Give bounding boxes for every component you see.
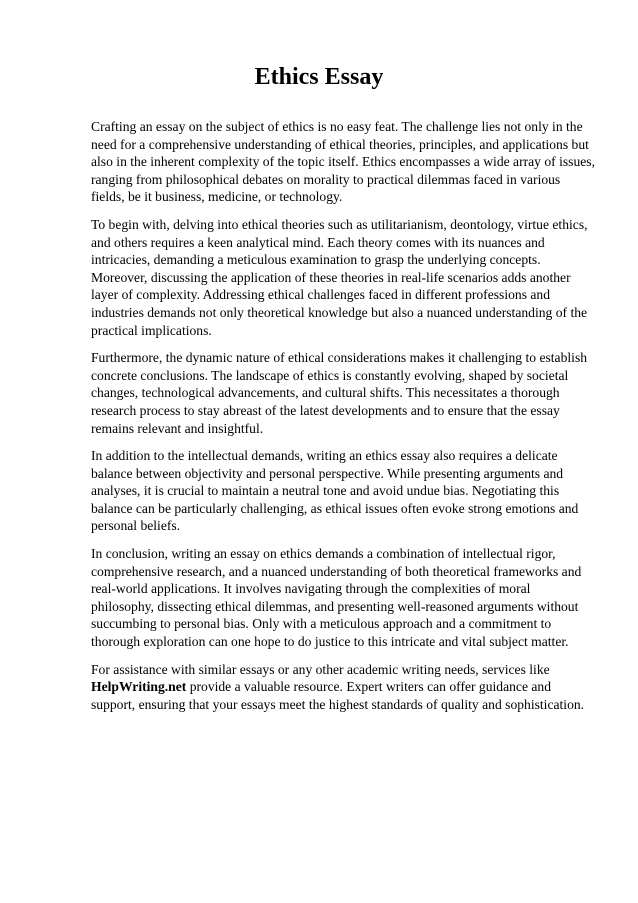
paragraph-balance: In addition to the intellectual demands, writing an ethics essay also requires a delicate balance between objectivity and personal perspective. While presenting arguments and analyses, it is crucial to maintain a neutral tone and avoid undue bias. Negotiating this balance can be particularly challenging, as ethical issues often evoke strong emotions and personal beliefs. — [91, 448, 579, 534]
paragraph-dynamic-nature: Furthermore, the dynamic nature of ethical considerations makes it challenging to establish concrete conclusions. The landscape of ethics is constantly evolving, shaped by societal changes, technological advancements, and cultural shifts. This necessitates a thorough research process to stay abreast of the latest developments and to ensure that the essay remains relevant and insightful. — [91, 350, 588, 436]
paragraph-intro: Crafting an essay on the subject of ethics is no easy feat. The challenge lies not only in the need for a comprehensive understanding of ethical theories, principles, and applications but also in the inherent complexity of the topic itself. Ethics encompasses a wide array of issues, ranging from philosophical debates on morality to practical dilemmas faced in various fields, be it business, medicine, or technology. — [91, 119, 595, 205]
brand-name: HelpWriting.net — [91, 679, 187, 695]
essay-body — [91, 118, 595, 723]
page-title: Ethics Essay — [254, 64, 384, 90]
paragraph-theories: To begin with, delving into ethical theories such as utilitarianism, deontology, virtue ethics, and others requires a keen analytical mind. Each theory comes with its nuances and intricacies, demanding a meticulous examination to grasp the underlying concepts. Moreover, discussing the application of these theories in real-life scenarios adds another layer of complexity. Addressing ethical challenges faced in different professions and industries demands not only theoretical knowledge but also a nuanced understanding of the practical implications. — [91, 216, 588, 338]
closing-text-before: For assistance with similar essays or any other academic writing needs, services like — [91, 661, 550, 677]
closing-text-after: provide a valuable resource. Expert writers can offer guidance and support, ensuring that your essays meet the highest standards of quality and sophistication. — [91, 679, 585, 712]
paragraph-conclusion: In conclusion, writing an essay on ethics demands a combination of intellectual rigor, comprehensive research, and a nuanced understanding of both theoretical frameworks and real-world applications. It involves navigating through the complexities of moral philosophy, dissecting ethical dilemmas, and presenting well-reasoned arguments without succumbing to personal bias. Only with a meticulous approach and a commitment to thorough exploration can one hope to do justice to this intricate and vital subject matter. — [91, 546, 582, 650]
paragraph-closing — [91, 661, 595, 714]
